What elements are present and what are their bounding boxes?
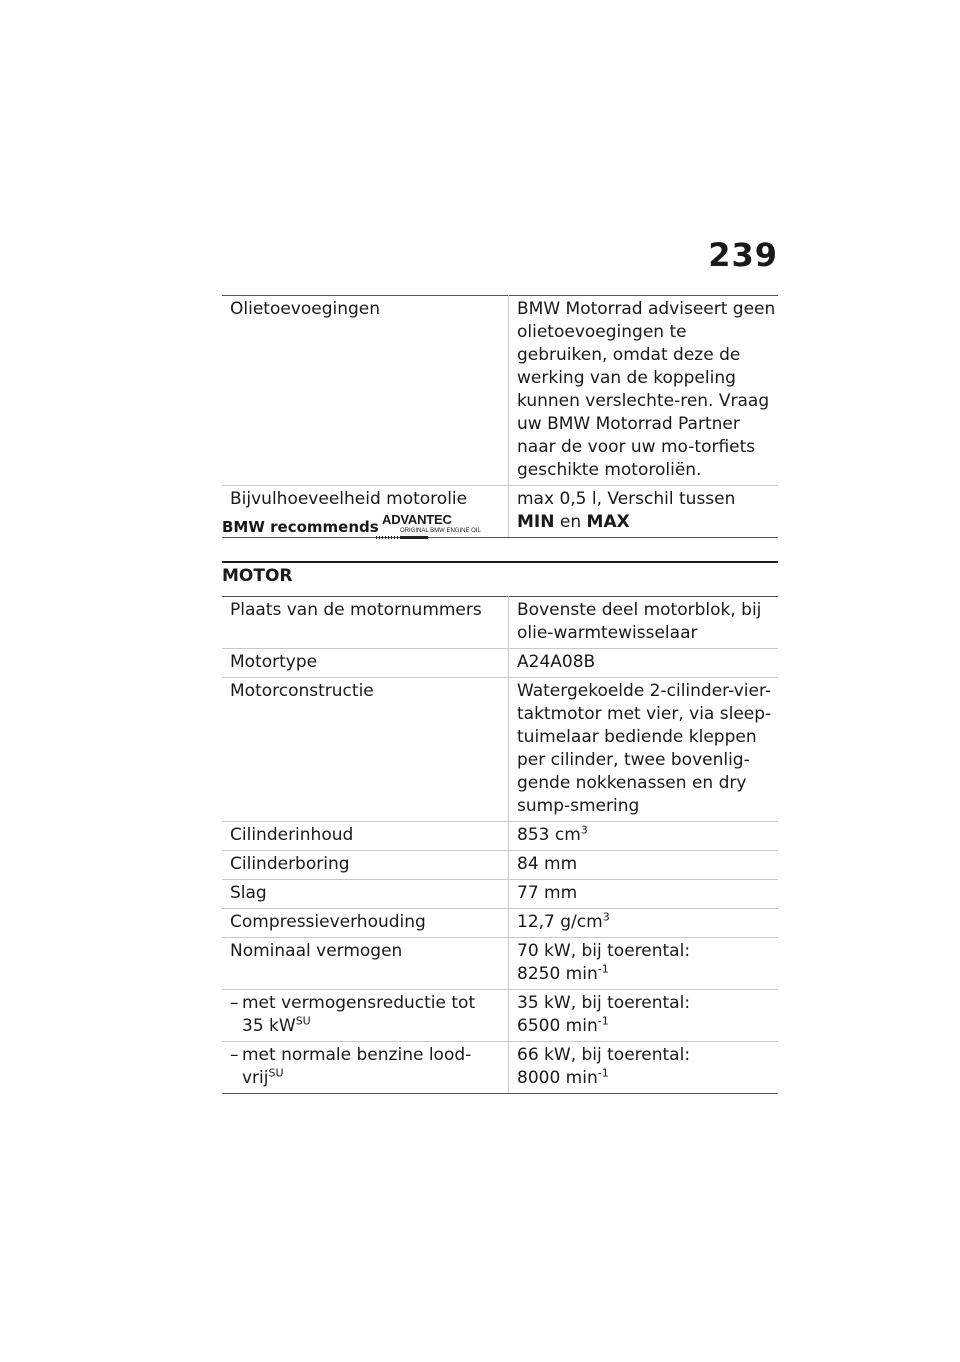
superscript: -1 (597, 962, 609, 976)
table-row (222, 851, 778, 880)
engine-oil-table (222, 295, 778, 538)
table-row (222, 822, 778, 851)
spec-label: Slag (222, 880, 509, 909)
advantec-logo (376, 512, 481, 542)
dash: – (230, 1045, 239, 1065)
spec-value (509, 1042, 779, 1094)
table-row (222, 990, 778, 1042)
recommends-text: BMW recommends (222, 518, 379, 536)
spec-value-text: 6500 min (517, 1016, 598, 1036)
section-divider (222, 561, 778, 563)
spec-label-text: met vermogensreductie tot 35 kW (242, 993, 476, 1036)
spec-label: Olietoevoegingen (222, 296, 509, 486)
spec-label: Plaats van de motornummers (222, 597, 509, 649)
table-row (222, 1042, 778, 1094)
motor-table (222, 596, 778, 1094)
sub-label (230, 1044, 500, 1090)
min-keyword: MIN (517, 512, 555, 532)
table-row (222, 909, 778, 938)
logo-subtitle: ORIGINAL BMW ENGINE OIL (400, 528, 481, 534)
superscript: SU (295, 1014, 311, 1028)
spec-label: Motortype (222, 649, 509, 678)
superscript: SU (268, 1066, 284, 1080)
spec-label: Motorconstructie (222, 678, 509, 822)
spec-value-text: 8000 min (517, 1068, 598, 1088)
spec-value: Watergekoelde 2-cilinder-vier-taktmotor met vier, via sleep-tuimelaar bediende kleppen per cilinder, twee bovenlig-gende nokkenassen en dry sump-smering (509, 678, 779, 822)
spec-value-line (517, 1067, 778, 1090)
spec-value-line (517, 1015, 778, 1038)
table-row (222, 597, 778, 649)
spec-label: Compressieverhouding (222, 909, 509, 938)
spec-value-text: en (554, 512, 587, 532)
spec-value-text: 12,7 g/cm (517, 912, 603, 932)
spec-value-line: 66 kW, bij toerental: (517, 1045, 691, 1065)
spec-label (222, 1042, 509, 1094)
spec-value: 84 mm (509, 851, 779, 880)
spec-value: BMW Motorrad adviseert geen olietoevoegingen te gebruiken, omdat deze de werking van de koppeling kunnen verslechte-ren. Vraag uw BMW Motorrad Partner naar de voor uw mo-torfiets geschikte motoroliën. (509, 296, 779, 486)
spec-value-line: 70 kW, bij toerental: (517, 941, 691, 961)
page-number: 239 (708, 236, 778, 274)
superscript: -1 (597, 1066, 609, 1080)
spec-value (509, 822, 779, 851)
logo-bar-icon (400, 536, 428, 539)
spec-value-text: 853 cm (517, 825, 581, 845)
spec-value: Bovenste deel motorblok, bij olie-warmtewisselaar (509, 597, 779, 649)
sub-label (230, 992, 500, 1038)
table-row (222, 296, 778, 486)
spec-label (222, 990, 509, 1042)
spec-label: Bijvulhoeveelheid motorolie (222, 486, 509, 538)
bmw-recommends-banner (222, 512, 778, 542)
superscript: 3 (602, 910, 610, 924)
spec-label: Nominaal vermogen (222, 938, 509, 990)
superscript: -1 (597, 1014, 609, 1028)
table-row (222, 678, 778, 822)
superscript: 3 (580, 823, 588, 837)
dash: – (230, 993, 239, 1013)
spec-value: 77 mm (509, 880, 779, 909)
spec-value-text: max 0,5 l, Verschil tussen (517, 489, 736, 509)
spec-value-line (517, 963, 778, 986)
spec-value (509, 990, 779, 1042)
spec-value-text: 8250 min (517, 964, 598, 984)
table-row (222, 938, 778, 990)
spec-value (509, 938, 779, 990)
spec-label: Cilinderinhoud (222, 822, 509, 851)
spec-label: Cilinderboring (222, 851, 509, 880)
table-row (222, 880, 778, 909)
spec-value-line: 35 kW, bij toerental: (517, 993, 691, 1013)
spec-label-text: met normale benzine lood-vrij (242, 1045, 472, 1088)
spec-value: A24A08B (509, 649, 779, 678)
table-row (222, 649, 778, 678)
max-keyword: MAX (586, 512, 630, 532)
spec-value (509, 909, 779, 938)
section-title: MOTOR (222, 566, 293, 586)
logo-title: ADVANTEC (382, 512, 452, 527)
